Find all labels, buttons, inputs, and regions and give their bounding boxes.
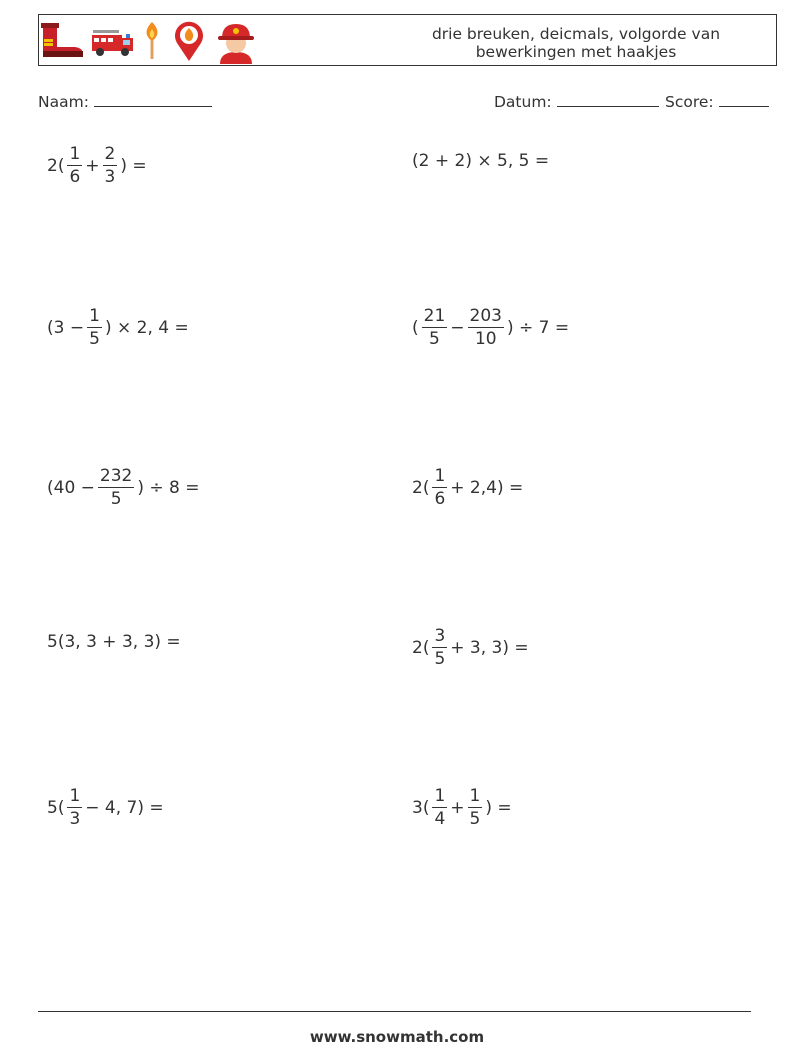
- name-blank[interactable]: [94, 92, 212, 107]
- problem-7: 5(3, 3 + 3, 3) =: [47, 632, 181, 652]
- header-icons: [41, 17, 257, 65]
- problem-9: 5( $\frac{1}{3}$ − 4, 7) =: [47, 786, 164, 829]
- name-field[interactable]: [38, 92, 212, 111]
- fraction: $\frac{1}{6}$: [69, 144, 81, 187]
- fraction: $\frac{1}{5}$: [89, 306, 100, 349]
- score-label: Score:: [665, 93, 714, 111]
- score-field[interactable]: [665, 92, 769, 111]
- problem-3: (3 − $\frac{1}{5}$ ) × 2, 4 =: [47, 306, 189, 349]
- problem-4: ( $\frac{21}{5}$ − $\frac{203}{10}$ ) ÷ 7 =: [412, 306, 570, 349]
- fraction: $\frac{1}{3}$: [69, 786, 81, 829]
- date-blank[interactable]: [557, 92, 659, 107]
- date-field[interactable]: [494, 92, 659, 111]
- problem-10: 3( $\frac{1}{4}$ + $\frac{1}{5}$ ) =: [412, 786, 512, 829]
- fraction: $\frac{232}{5}$: [99, 466, 133, 509]
- fraction: $\frac{2}{3}$: [104, 144, 116, 187]
- date-label: Datum:: [494, 93, 552, 111]
- fraction: $\frac{3}{5}$: [434, 626, 446, 669]
- match-icon: [141, 21, 163, 61]
- problem-1: 2( $\frac{1}{6}$ + $\frac{2}{3}$ ) =: [47, 144, 147, 187]
- fraction: $\frac{1}{5}$: [469, 786, 481, 829]
- footer-url[interactable]: www.snowmath.com: [309, 1028, 485, 1046]
- problem-5: (40 − $\frac{232}{5}$ ) ÷ 8 =: [47, 466, 200, 509]
- fire-location-pin-icon: [169, 19, 209, 63]
- worksheet-title: drie breuken, deicmals, volgorde van bewerkingen met haakjes: [431, 25, 721, 61]
- footer-divider: [38, 1011, 751, 1012]
- problem-8: 2( $\frac{3}{5}$ + 3, 3) =: [412, 626, 529, 669]
- fire-truck-icon: [91, 21, 135, 61]
- worksheet-header: [38, 14, 777, 66]
- firefighter-icon: [215, 18, 257, 64]
- fraction: $\frac{1}{6}$: [434, 466, 446, 509]
- fraction: $\frac{21}{5}$: [423, 306, 446, 349]
- score-blank[interactable]: [719, 92, 769, 107]
- problem-6: 2( $\frac{1}{6}$ + 2,4) =: [412, 466, 524, 509]
- problem-2: (2 + 2) × 5, 5 =: [412, 151, 550, 171]
- fraction: $\frac{203}{10}$: [469, 306, 502, 349]
- name-label: Naam:: [38, 93, 89, 111]
- fraction: $\frac{1}{4}$: [434, 786, 446, 829]
- boot-icon: [41, 21, 85, 61]
